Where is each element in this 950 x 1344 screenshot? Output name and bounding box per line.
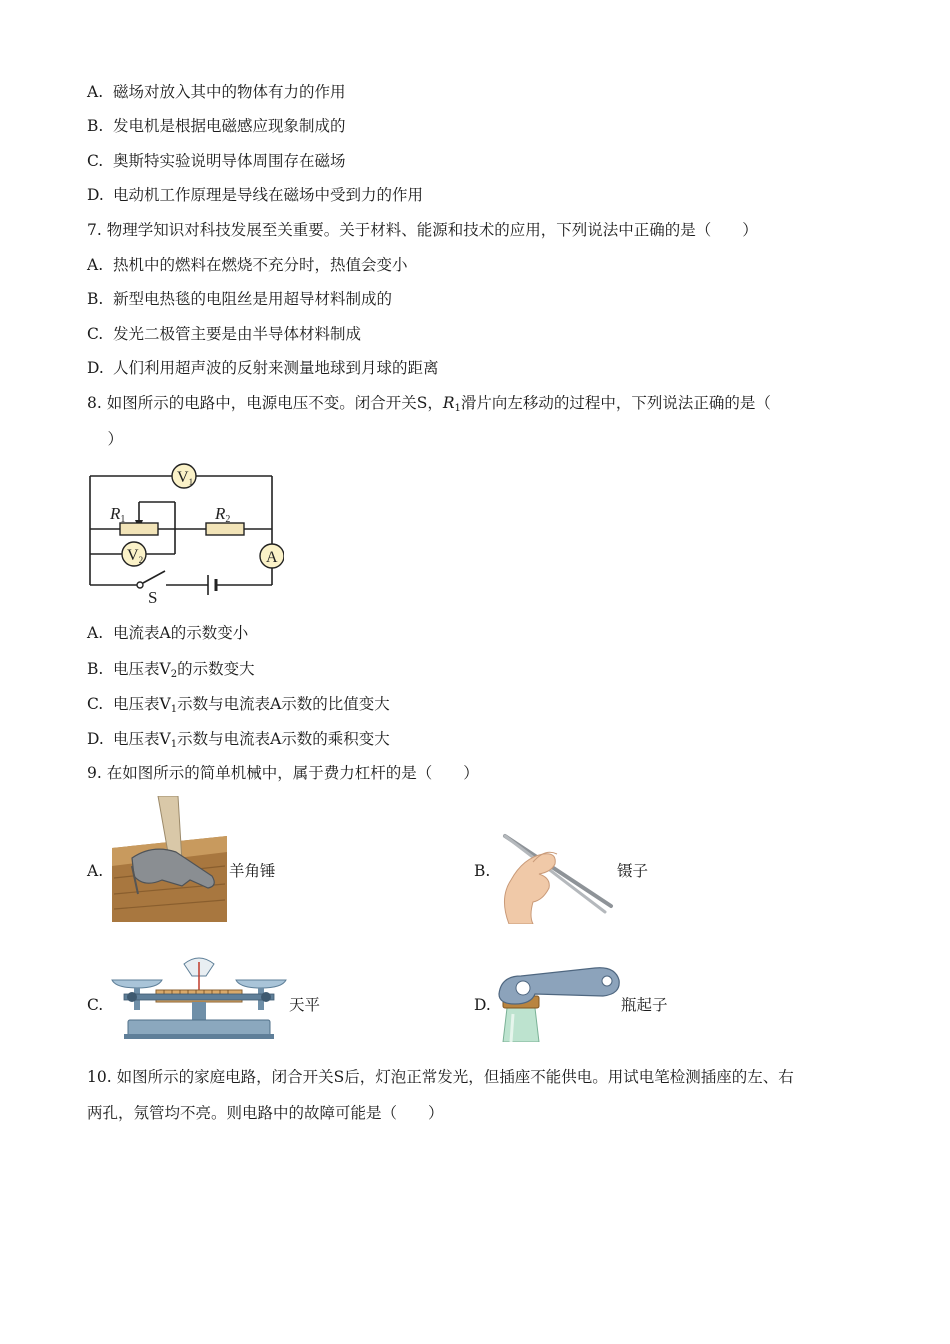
tweezers-image <box>499 828 615 924</box>
q7-option-a: A. 热机中的燃料在燃烧不充分时，热值会变小 <box>87 256 408 274</box>
switch-pivot <box>137 582 143 588</box>
r2-label: R2 <box>215 504 231 525</box>
q8-option-a: A. 电流表A的示数变小 <box>87 624 249 642</box>
balance-scale-image <box>110 952 288 1042</box>
q9-option-a-name: 羊角锤 <box>229 862 276 880</box>
q8-stem: 8. 如图所示的电路中，电源电压不变。闭合开关S，$R_1$滑片向左移动的过程中，下列说法正确的是（ <box>87 394 771 414</box>
q9-option-d-label: D. <box>474 996 491 1014</box>
resistor-r1 <box>120 523 158 535</box>
q9-option-d-name: 瓶起子 <box>621 996 668 1014</box>
v1-label: V1 <box>177 469 194 487</box>
q8-option-b: B. 电压表$V_2$的示数变大 <box>87 660 255 680</box>
q10-stem-line1: 10. 如图所示的家庭电路，闭合开关S后，灯泡正常发光，但插座不能供电。用试电笔检测插座的左、右 <box>87 1068 794 1086</box>
q9-option-b-label: B. <box>474 862 491 880</box>
r1-label: R1 <box>110 504 126 525</box>
bottle-opener-image <box>497 964 621 1042</box>
q7-stem: 7. 物理学知识对科技发展至关重要。关于材料、能源和技术的应用，下列说法中正确的是（ ） <box>87 221 758 239</box>
q6-option-d: D. 电动机工作原理是导线在磁场中受到力的作用 <box>87 186 424 204</box>
q10-stem-line2: 两孔，氖管均不亮。则电路中的故障可能是（ ） <box>87 1104 444 1122</box>
s-label: S <box>148 588 158 607</box>
q9-option-a-label: A. <box>87 862 104 880</box>
q9-option-c-name: 天平 <box>289 996 321 1014</box>
q7-option-b: B. 新型电热毯的电阻丝是用超导材料制成的 <box>87 290 393 308</box>
q9-option-b-name: 镊子 <box>617 862 649 880</box>
q8-circuit-diagram <box>84 458 284 608</box>
q9-option-c-label: C. <box>87 996 104 1014</box>
claw-hammer-image <box>112 796 227 922</box>
q9-stem: 9. 在如图所示的简单机械中，属于费力杠杆的是（ ） <box>87 764 479 782</box>
q8-option-c: C. 电压表$V_1$示数与电流表A示数的比值变大 <box>87 695 390 715</box>
q8-option-d: D. 电压表$V_1$示数与电流表A示数的乘积变大 <box>87 730 390 750</box>
q6-option-a: A. 磁场对放入其中的物体有力的作用 <box>87 83 346 101</box>
q6-option-c: C. 奥斯特实验说明导体周围存在磁场 <box>87 152 346 170</box>
q7-option-c: C. 发光二极管主要是由半导体材料制成 <box>87 325 362 343</box>
v2-label: V2 <box>127 547 144 565</box>
q7-option-d: D. 人们利用超声波的反射来测量地球到月球的距离 <box>87 359 439 377</box>
a-label: A <box>266 549 278 566</box>
q8-stem-continued: ） <box>92 430 124 448</box>
q6-option-b: B. 发电机是根据电磁感应现象制成的 <box>87 117 346 135</box>
